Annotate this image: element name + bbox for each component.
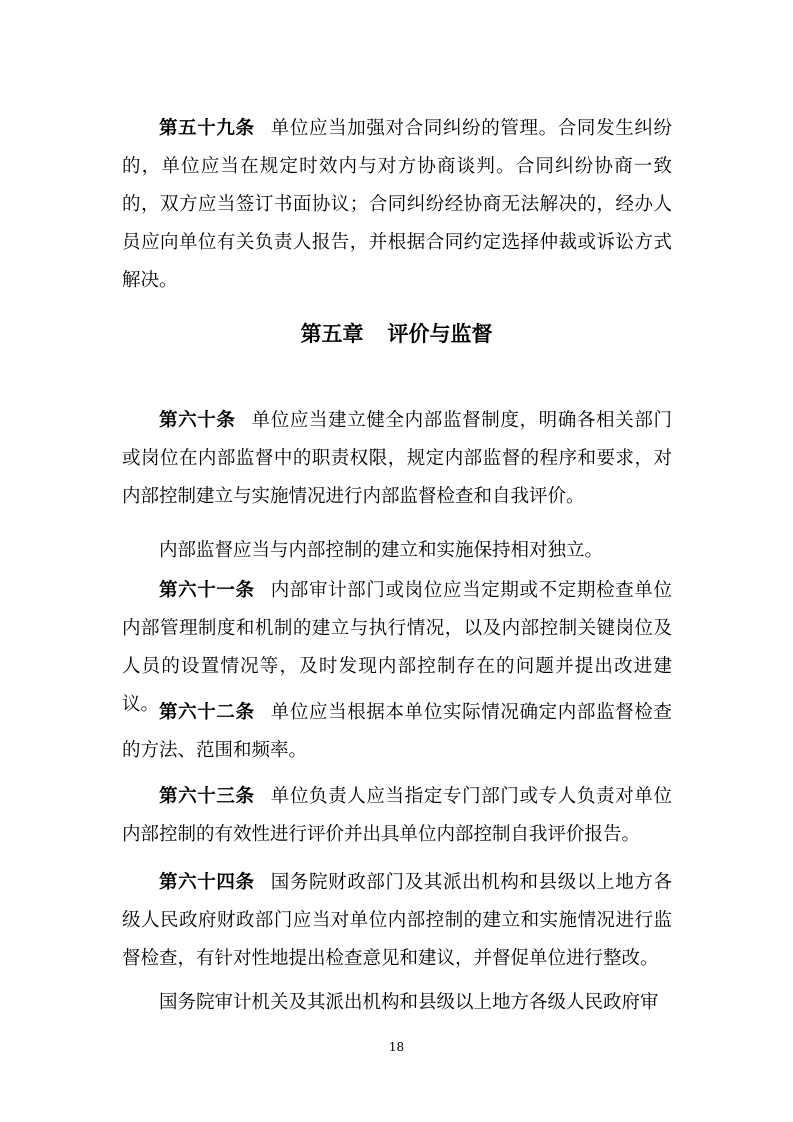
article-label: 第六十一条 xyxy=(159,580,255,601)
paragraph-independence xyxy=(122,532,672,570)
paragraph-text: 内部监督应当与内部控制的建立和实施保持相对独立。 xyxy=(159,540,604,561)
article-text: 单位应当加强对合同纠纷的管理。合同发生纠纷的，单位应当在规定时效内与对方协商谈判。合同纠纷协商一致的，双方应当签订书面协议；合同纠纷经协商无法解决的，经办人员应向单位有关负责人报告，并根据合同约定选择仲裁或诉讼方式解决。 xyxy=(122,118,672,291)
article-label: 第五十九条 xyxy=(159,118,255,139)
article-text: 单位应当根据本单位实际情况确定内部监督检查的方法、范围和频率。 xyxy=(122,702,672,761)
paragraph-article-64 xyxy=(122,864,672,978)
article-text: 内部审计部门或岗位应当定期或不定期检查单位内部管理制度和机制的建立与执行情况，以及内部控制关键岗位及人员的设置情况等，及时发现内部控制存在的问题并提出改进建议。 xyxy=(122,580,672,715)
article-label: 第六十二条 xyxy=(159,702,255,723)
paragraph-article-63 xyxy=(122,778,672,854)
article-label: 第六十条 xyxy=(159,410,236,431)
article-text: 国务院财政部门及其派出机构和县级以上地方各级人民政府财政部门应当对单位内部控制的建立和实施情况进行监督检查，有针对性地提出检查意见和建议，并督促单位进行整改。 xyxy=(122,872,672,969)
paragraph-audit xyxy=(122,984,672,1022)
article-label: 第六十三条 xyxy=(159,786,255,807)
chapter-number: 第五章 xyxy=(300,322,364,346)
paragraph-article-59 xyxy=(122,110,672,300)
article-text: 单位应当建立健全内部监督制度，明确各相关部门或岗位在内部监督中的职责权限，规定内部监督的程序和要求，对内部控制建立与实施情况进行内部监督检查和自我评价。 xyxy=(122,410,672,507)
article-text: 单位负责人应当指定专门部门或专人负责对单位内部控制的有效性进行评价并出具单位内部控制自我评价报告。 xyxy=(122,786,672,845)
chapter-title: 评价与监督 xyxy=(387,322,493,346)
paragraph-article-60 xyxy=(122,402,672,516)
page-number: 18 xyxy=(388,1040,405,1054)
paragraph-article-62 xyxy=(122,694,672,770)
paragraph-text: 国务院审计机关及其派出机构和县级以上地方各级人民政府审 xyxy=(159,992,659,1013)
chapter-heading xyxy=(0,318,793,348)
article-label: 第六十四条 xyxy=(159,872,255,893)
